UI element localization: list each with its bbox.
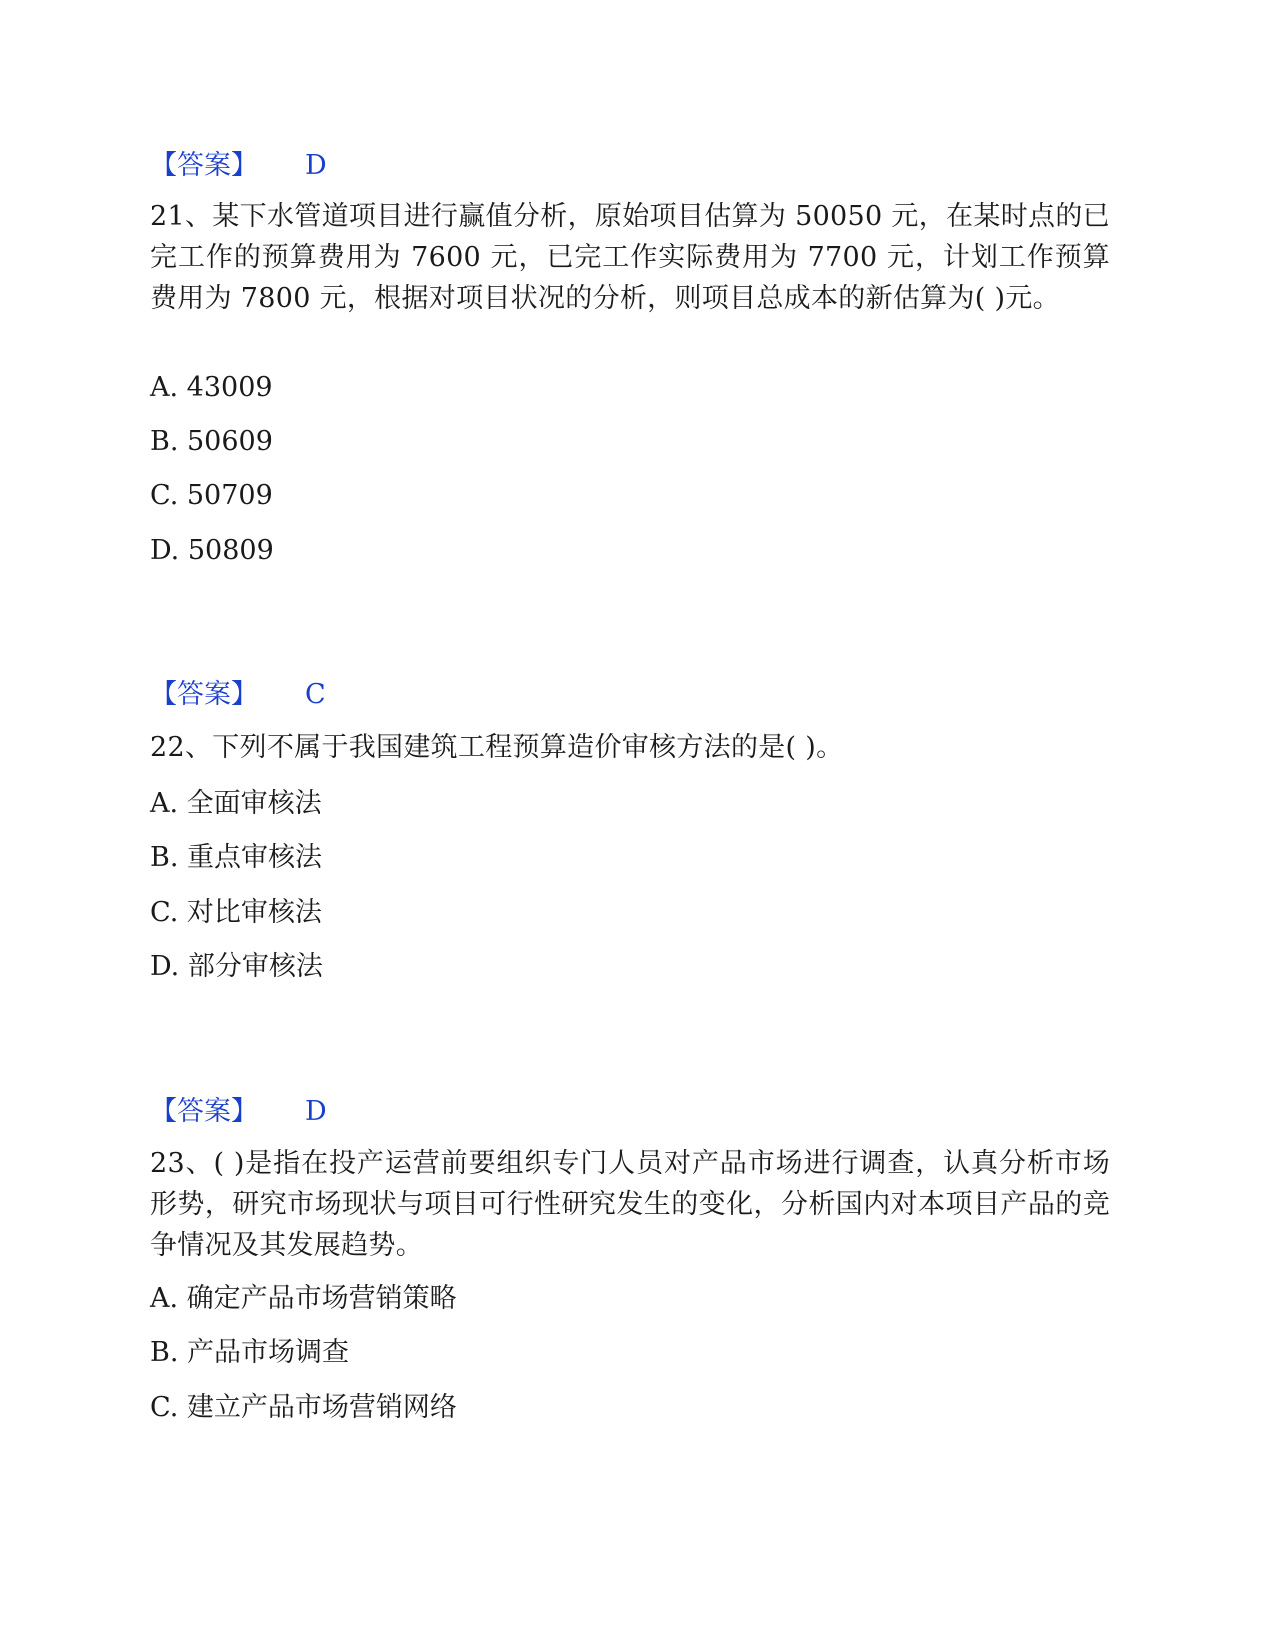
question-22-option-a: A. 全面审核法 [150,788,322,819]
question-23-option-a: A. 确定产品市场营销策略 [150,1283,457,1314]
question-22-option-c: C. 对比审核法 [150,897,322,928]
question-21-text: 21、某下水管道项目进行赢值分析，原始项目估算为 50050 元，在某时点的已完工作的预算费用为 7600 元，已完工作实际费用为 7700 元，计划工作预算费用为 7800 元，根据对项目状况的分析，则项目总成本的新估算为( )元。 [150,201,1110,314]
question-22-option-d: D. 部分审核法 [150,951,323,982]
answer-line [150,1094,327,1130]
question-21-option-b: B. 50609 [150,426,273,457]
answer-letter: D [305,150,327,181]
question-22-text: 22、下列不属于我国建筑工程预算造价审核方法的是( )。 [150,732,844,763]
question-21-option-a: A. 43009 [150,372,273,403]
question-23-text: 23、( )是指在投产运营前要组织专门人员对产品市场进行调查，认真分析市场形势，研究市场现状与项目可行性研究发生的变化，分析国内对本项目产品的竞争情况及其发展趋势。 [150,1148,1110,1261]
answer-line [150,677,326,713]
answer-line [150,148,327,184]
question-23-option-b: B. 产品市场调查 [150,1337,350,1368]
answer-letter: C [305,679,326,710]
question-21-option-c: C. 50709 [150,480,273,511]
question-23-option-c: C. 建立产品市场营销网络 [150,1392,457,1423]
question-21-option-d: D. 50809 [150,535,274,566]
question-22-option-b: B. 重点审核法 [150,842,323,873]
answer-label: 【答案】 [150,150,258,181]
answer-label: 【答案】 [150,1096,258,1127]
answer-letter: D [305,1096,327,1127]
answer-label: 【答案】 [150,679,258,710]
